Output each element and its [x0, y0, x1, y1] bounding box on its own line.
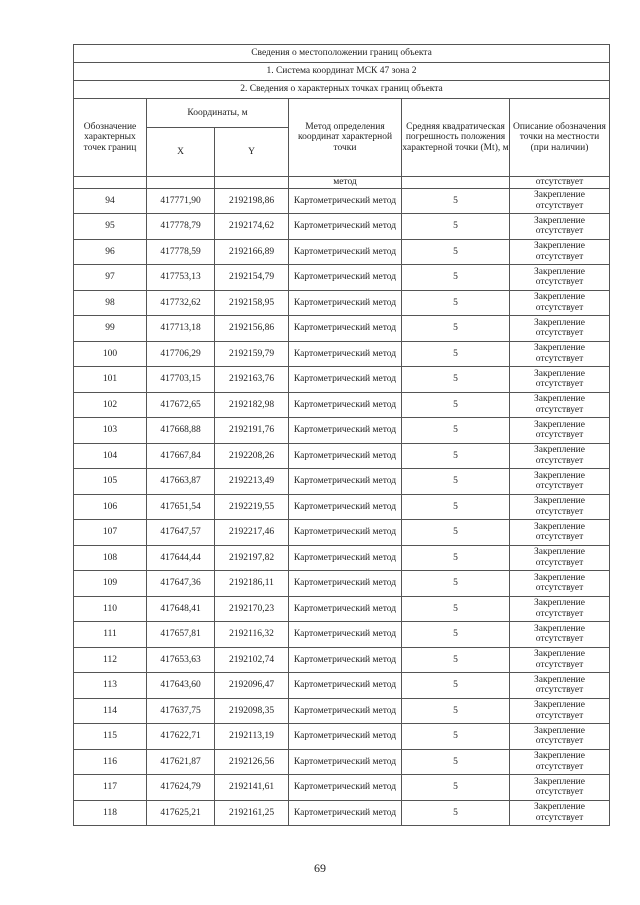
table-row: [74, 596, 610, 622]
y-coordinate-cell: 2192154,79: [215, 265, 289, 291]
description-cell: Закрепление отсутствует: [510, 367, 610, 393]
col-header-y: Y: [215, 128, 289, 177]
method-cell: Картометрический метод: [289, 290, 402, 316]
y-coordinate-cell: 2192213,49: [215, 469, 289, 495]
error-cell: 5: [402, 214, 510, 240]
y-coordinate-cell: 2192159,79: [215, 341, 289, 367]
y-coordinate-cell: 2192191,76: [215, 418, 289, 444]
y-coordinate-cell: 2192186,11: [215, 571, 289, 597]
table-row: [74, 392, 610, 418]
y-coordinate-cell: 2192197,82: [215, 545, 289, 571]
table-row: [74, 800, 610, 826]
error-cell: 5: [402, 290, 510, 316]
error-cell: 5: [402, 647, 510, 673]
y-coordinate-cell: 2192113,19: [215, 724, 289, 750]
description-cell: Закрепление отсутствует: [510, 188, 610, 214]
table-row: [74, 341, 610, 367]
table-row: [74, 443, 610, 469]
description-cell: Закрепление отсутствует: [510, 392, 610, 418]
x-coordinate-cell: 417713,18: [147, 316, 215, 342]
point-cell: 104: [74, 443, 147, 469]
point-cell: 97: [74, 265, 147, 291]
x-coordinate-cell: 417647,57: [147, 520, 215, 546]
error-cell: 5: [402, 494, 510, 520]
point-cell: 95: [74, 214, 147, 240]
x-coordinate-cell: 417778,79: [147, 214, 215, 240]
point-cell: 96: [74, 239, 147, 265]
y-coordinate-cell: 2192219,55: [215, 494, 289, 520]
point-cell: 111: [74, 622, 147, 648]
boundary-points-table: [73, 44, 610, 826]
y-coordinate-cell: 2192182,98: [215, 392, 289, 418]
x-coordinate-cell: 417647,36: [147, 571, 215, 597]
description-cell: Закрепление отсутствует: [510, 239, 610, 265]
x-coordinate-cell: 417771,90: [147, 188, 215, 214]
x-coordinate-cell: 417732,62: [147, 290, 215, 316]
point-cell: 116: [74, 749, 147, 775]
col-header-x: X: [147, 128, 215, 177]
description-cell: Закрепление отсутствует: [510, 545, 610, 571]
error-cell: 5: [402, 265, 510, 291]
method-cell: Картометрический метод: [289, 392, 402, 418]
x-coordinate-cell: 417637,75: [147, 698, 215, 724]
table-row: [74, 290, 610, 316]
x-coordinate-cell: 417621,87: [147, 749, 215, 775]
error-cell: 5: [402, 545, 510, 571]
method-cell: Картометрический метод: [289, 418, 402, 444]
y-coordinate-cell: 2192170,23: [215, 596, 289, 622]
table-row: [74, 673, 610, 699]
y-coordinate-cell: 2192126,56: [215, 749, 289, 775]
x-coordinate-cell: 417703,15: [147, 367, 215, 393]
error-cell: 5: [402, 316, 510, 342]
x-coordinate-cell: 417648,41: [147, 596, 215, 622]
table-row: [74, 494, 610, 520]
table-row-continuation: [74, 177, 610, 189]
method-cell: Картометрический метод: [289, 214, 402, 240]
error-cell: 5: [402, 698, 510, 724]
method-cell: Картометрический метод: [289, 520, 402, 546]
point-cell: 107: [74, 520, 147, 546]
y-coordinate-cell: 2192096,47: [215, 673, 289, 699]
y-coordinate-cell: 2192174,62: [215, 214, 289, 240]
method-cell: Картометрический метод: [289, 698, 402, 724]
coordinate-system-heading: 1. Система координат МСК 47 зона 2: [74, 63, 610, 81]
point-cell: 100: [74, 341, 147, 367]
table-row: [74, 367, 610, 393]
col-header-point: Обозначение характерных точек границ: [74, 99, 147, 177]
y-coordinate-cell: 2192198,86: [215, 188, 289, 214]
x-coordinate-cell: 417644,44: [147, 545, 215, 571]
error-cell: 5: [402, 800, 510, 826]
description-cell: Закрепление отсутствует: [510, 647, 610, 673]
method-cell: Картометрический метод: [289, 188, 402, 214]
y-coordinate-cell: 2192158,95: [215, 290, 289, 316]
point-cell: 99: [74, 316, 147, 342]
table-row: [74, 545, 610, 571]
error-cell: 5: [402, 367, 510, 393]
y-coordinate-cell: 2192098,35: [215, 698, 289, 724]
method-cell: Картометрический метод: [289, 239, 402, 265]
method-cell: Картометрический метод: [289, 367, 402, 393]
description-cell: Закрепление отсутствует: [510, 775, 610, 801]
error-cell: 5: [402, 443, 510, 469]
description-cell: Закрепление отсутствует: [510, 749, 610, 775]
x-coordinate-cell: 417753,13: [147, 265, 215, 291]
error-cell: 5: [402, 596, 510, 622]
point-cell: 115: [74, 724, 147, 750]
x-coordinate-cell: 417706,29: [147, 341, 215, 367]
x-coordinate-cell: 417653,63: [147, 647, 215, 673]
col-header-description: Описание обозначения точки на местности (при наличии): [510, 99, 610, 177]
table-row: [74, 188, 610, 214]
method-cell: метод: [289, 177, 402, 189]
error-cell: 5: [402, 418, 510, 444]
point-cell: 114: [74, 698, 147, 724]
point-cell: 105: [74, 469, 147, 495]
method-cell: Картометрический метод: [289, 443, 402, 469]
page-number: 69: [314, 861, 326, 875]
description-cell: Закрепление отсутствует: [510, 724, 610, 750]
method-cell: Картометрический метод: [289, 571, 402, 597]
method-cell: Картометрический метод: [289, 800, 402, 826]
table-row: [74, 520, 610, 546]
x-coordinate-cell: 417668,88: [147, 418, 215, 444]
table-row: [74, 239, 610, 265]
table-row: [74, 622, 610, 648]
y-coordinate-cell: 2192141,61: [215, 775, 289, 801]
x-coordinate-cell: 417624,79: [147, 775, 215, 801]
description-cell: Закрепление отсутствует: [510, 418, 610, 444]
x-coordinate-cell: 417651,54: [147, 494, 215, 520]
y-coordinate-cell: 2192163,76: [215, 367, 289, 393]
description-cell: Закрепление отсутствует: [510, 443, 610, 469]
table-row: [74, 316, 610, 342]
method-cell: Картометрический метод: [289, 724, 402, 750]
point-cell: 102: [74, 392, 147, 418]
y-coordinate-cell: 2192102,74: [215, 647, 289, 673]
description-cell: Закрепление отсутствует: [510, 571, 610, 597]
description-cell: Закрепление отсутствует: [510, 622, 610, 648]
error-cell: 5: [402, 520, 510, 546]
error-cell: 5: [402, 571, 510, 597]
table-row: [74, 698, 610, 724]
method-cell: Картометрический метод: [289, 341, 402, 367]
point-cell: 110: [74, 596, 147, 622]
description-cell: Закрепление отсутствует: [510, 290, 610, 316]
table-row: [74, 214, 610, 240]
x-coordinate-cell: 417667,84: [147, 443, 215, 469]
x-coordinate-cell: 417778,59: [147, 239, 215, 265]
point-cell: 118: [74, 800, 147, 826]
y-coordinate-cell: 2192208,26: [215, 443, 289, 469]
description-cell: Закрепление отсутствует: [510, 265, 610, 291]
description-cell: отсутствует: [510, 177, 610, 189]
point-cell: 103: [74, 418, 147, 444]
y-coordinate-cell: 2192166,89: [215, 239, 289, 265]
table-row: [74, 749, 610, 775]
point-cell: 108: [74, 545, 147, 571]
point-cell: 117: [74, 775, 147, 801]
method-cell: Картометрический метод: [289, 647, 402, 673]
method-cell: Картометрический метод: [289, 596, 402, 622]
error-cell: 5: [402, 392, 510, 418]
point-cell: 94: [74, 188, 147, 214]
point-cell: 98: [74, 290, 147, 316]
method-cell: Картометрический метод: [289, 545, 402, 571]
table-row: [74, 469, 610, 495]
method-cell: Картометрический метод: [289, 469, 402, 495]
x-coordinate-cell: 417625,21: [147, 800, 215, 826]
description-cell: Закрепление отсутствует: [510, 316, 610, 342]
table-title: Сведения о местоположении границ объекта: [74, 45, 610, 63]
description-cell: Закрепление отсутствует: [510, 596, 610, 622]
description-cell: Закрепление отсутствует: [510, 214, 610, 240]
col-header-error: Средняя квадратическая погрешность положения характерной точки (Mt), м: [402, 99, 510, 177]
error-cell: 5: [402, 188, 510, 214]
x-coordinate-cell: 417622,71: [147, 724, 215, 750]
description-cell: Закрепление отсутствует: [510, 494, 610, 520]
error-cell: 5: [402, 775, 510, 801]
col-header-method: Метод определения координат характерной точки: [289, 99, 402, 177]
point-cell: 101: [74, 367, 147, 393]
x-coordinate-cell: 417672,65: [147, 392, 215, 418]
col-header-coordinates: Координаты, м: [147, 99, 289, 128]
method-cell: Картометрический метод: [289, 749, 402, 775]
table-row: [74, 775, 610, 801]
method-cell: Картометрический метод: [289, 316, 402, 342]
table-row: [74, 265, 610, 291]
method-cell: Картометрический метод: [289, 673, 402, 699]
point-cell: 106: [74, 494, 147, 520]
method-cell: Картометрический метод: [289, 775, 402, 801]
y-coordinate-cell: 2192116,32: [215, 622, 289, 648]
error-cell: 5: [402, 239, 510, 265]
x-coordinate-cell: 417663,87: [147, 469, 215, 495]
table-row: [74, 647, 610, 673]
error-cell: 5: [402, 673, 510, 699]
method-cell: Картометрический метод: [289, 622, 402, 648]
error-cell: 5: [402, 622, 510, 648]
y-coordinate-cell: 2192161,25: [215, 800, 289, 826]
description-cell: Закрепление отсутствует: [510, 469, 610, 495]
point-cell: 112: [74, 647, 147, 673]
y-coordinate-cell: 2192156,86: [215, 316, 289, 342]
table-row: [74, 571, 610, 597]
method-cell: Картометрический метод: [289, 494, 402, 520]
point-cell: 109: [74, 571, 147, 597]
error-cell: 5: [402, 341, 510, 367]
description-cell: Закрепление отсутствует: [510, 673, 610, 699]
method-cell: Картометрический метод: [289, 265, 402, 291]
table-body: [74, 177, 610, 826]
table-row: [74, 724, 610, 750]
y-coordinate-cell: 2192217,46: [215, 520, 289, 546]
description-cell: Закрепление отсутствует: [510, 800, 610, 826]
table-row: [74, 418, 610, 444]
error-cell: 5: [402, 469, 510, 495]
error-cell: 5: [402, 724, 510, 750]
description-cell: Закрепление отсутствует: [510, 698, 610, 724]
point-cell: 113: [74, 673, 147, 699]
description-cell: Закрепление отсутствует: [510, 520, 610, 546]
x-coordinate-cell: 417657,81: [147, 622, 215, 648]
description-cell: Закрепление отсутствует: [510, 341, 610, 367]
points-section-heading: 2. Сведения о характерных точках границ объекта: [74, 81, 610, 99]
x-coordinate-cell: 417643,60: [147, 673, 215, 699]
error-cell: 5: [402, 749, 510, 775]
